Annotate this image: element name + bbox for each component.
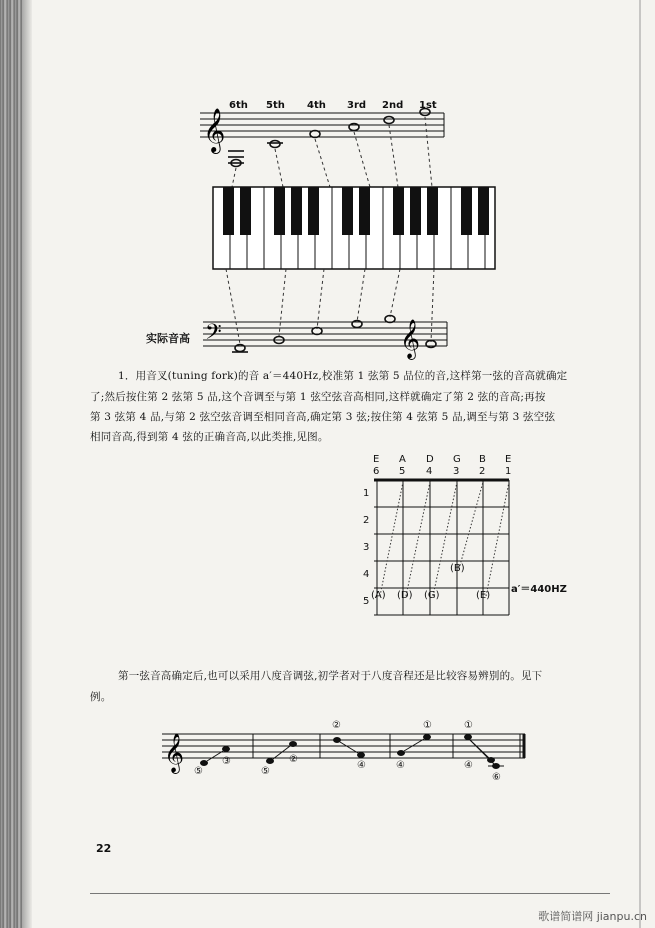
circled-label-9: ①	[464, 720, 473, 731]
paragraph2-line1: 第一弦音高确定后,也可以采用八度音调弦,初学者对于八度音程还是比较容易辨别的。见下	[118, 670, 543, 682]
string-label-5th: 5th	[266, 100, 285, 111]
note-name-2: B	[479, 454, 486, 465]
bass-clef-icon: 𝄢	[205, 320, 222, 350]
string-number-3: 3	[453, 466, 460, 477]
note-name-1: E	[505, 454, 512, 465]
fret5-marker-a: (A)	[371, 590, 386, 601]
fretboard-arrows	[380, 482, 509, 596]
string-label-1st: 1st	[419, 100, 437, 111]
piano-keyboard	[213, 187, 495, 269]
circled-label-1: ⑤	[194, 766, 203, 777]
fret-number-1: 1	[363, 488, 370, 499]
circled-label-10: ④	[464, 760, 473, 771]
string-number-6: 6	[373, 466, 380, 477]
treble-clef-icon-3: 𝄞	[164, 733, 185, 773]
fret-number-2: 2	[363, 515, 370, 526]
fret-number-3: 3	[363, 542, 370, 553]
fret4-marker-b: (B)	[450, 563, 465, 574]
upper-dashed-lines	[232, 117, 432, 187]
string-label-2nd: 2nd	[382, 100, 404, 111]
fret5-marker-e: (E)	[476, 590, 491, 601]
string-number-5: 5	[399, 466, 406, 477]
upper-staff	[200, 113, 444, 137]
tuning-reference: a′＝440HZ	[511, 584, 567, 595]
string-label-3rd: 3rd	[347, 100, 367, 111]
string-number-2: 2	[479, 466, 486, 477]
note-name-6: E	[373, 454, 380, 465]
note-name-3: G	[453, 454, 461, 465]
circled-label-7: ④	[396, 760, 405, 771]
circled-label-2: ③	[222, 756, 231, 767]
page-number: 22	[96, 842, 112, 855]
paragraph1-line2: 了;然后按住第 2 弦第 5 品,这个音调至与第 1 弦空弦音高相同,这样就确定了第 2 弦的音高;再按	[90, 391, 546, 403]
paragraph1-line3: 第 3 弦第 4 品,与第 2 弦空弦音调至相同音高,确定第 3 弦;按住第 4 弦第 5 品,调至与第 3 弦空弦	[90, 411, 556, 423]
string-label-6th: 6th	[229, 100, 248, 111]
string-number-1: 1	[505, 466, 512, 477]
note-name-5: A	[399, 454, 406, 465]
paragraph2-line2: 例。	[90, 691, 112, 703]
paragraph1-line1: 1．用音叉(tuning fork)的音 a′＝440Hz,校准第 1 弦第 5 品位的音,这样第一弦的音高就确定	[118, 370, 568, 382]
string-number-4: 4	[426, 466, 433, 477]
treble-clef-icon: 𝄞	[203, 108, 226, 152]
circled-label-3: ⑤	[261, 766, 270, 777]
watermark: 歌谱简谱网 jianpu.cn	[538, 910, 647, 923]
actual-pitch-label: 实际音高	[146, 332, 190, 345]
circled-label-11: ⑥	[492, 772, 501, 783]
paragraph1-line4: 相同音高,得到第 4 弦的正确音高,以此类推,见图。	[90, 431, 329, 443]
circled-label-8: ①	[423, 720, 432, 731]
circled-label-6: ④	[357, 760, 366, 771]
treble-clef-icon-2: 𝄞	[400, 319, 421, 359]
string-label-4th: 4th	[307, 100, 326, 111]
bottom-rule	[90, 893, 610, 894]
fret5-marker-g: (G)	[424, 590, 440, 601]
fret-number-5: 5	[363, 596, 370, 607]
fret5-marker-d: (D)	[397, 590, 413, 601]
circled-label-4: ②	[289, 754, 298, 765]
note-name-4: D	[426, 454, 434, 465]
fret-number-4: 4	[363, 569, 370, 580]
circled-label-5: ②	[332, 720, 341, 731]
